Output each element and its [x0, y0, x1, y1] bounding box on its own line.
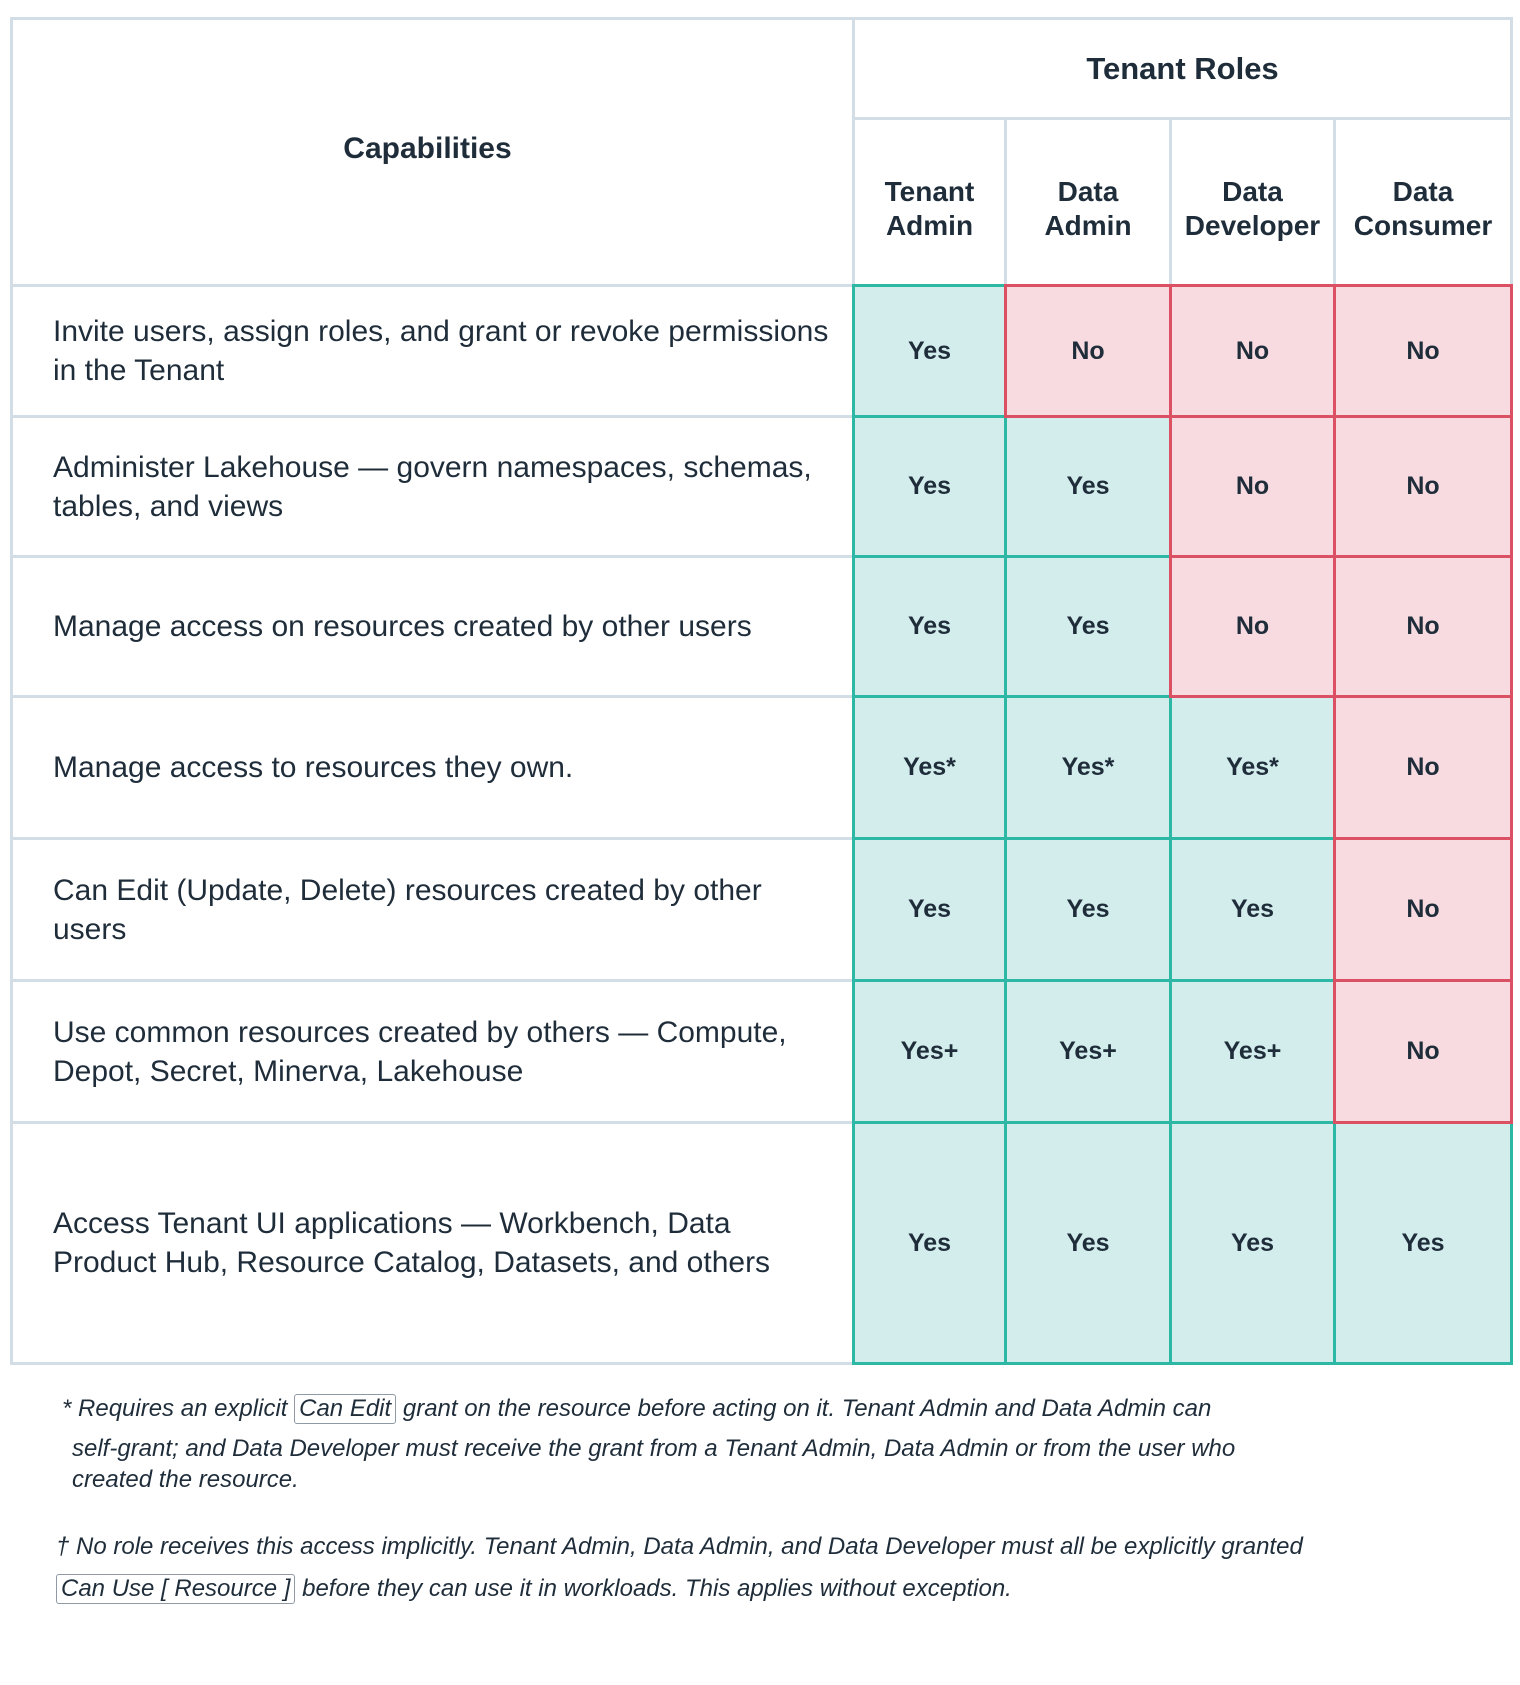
permission-cell [1333, 837, 1513, 982]
permission-cell [1333, 555, 1513, 698]
permission-value: Yes+ [900, 1037, 959, 1065]
permission-cell [852, 284, 1007, 418]
permission-cell [1004, 284, 1172, 418]
footnote-asterisk-line1 [62, 1392, 1235, 1426]
permission-cell [1333, 284, 1513, 418]
permission-value: No [1235, 612, 1270, 640]
permission-value: Yes [907, 336, 952, 365]
permission-value: No [1235, 336, 1270, 365]
footnote-asterisk-line2: self-grant; and Data Developer must receive the grant from a Tenant Admin, Data Admin or from the user who [72, 1435, 1236, 1462]
permission-value: Yes* [1061, 753, 1115, 781]
permission-value: Yes [907, 1228, 952, 1257]
footnote-text: * Requires an explicit [62, 1395, 288, 1422]
permission-cell [852, 555, 1007, 698]
permission-value: No [1406, 753, 1440, 781]
tenant-roles-header-label: Tenant Roles [1086, 50, 1279, 86]
permission-value: Yes [907, 895, 952, 923]
capability-text: Access Tenant UI applications — Workbench, Data Product Hub, Resource Catalog, Datasets, and others [53, 1207, 771, 1279]
permission-cell [1169, 284, 1336, 418]
permission-value: Yes [1066, 612, 1110, 640]
footnote-dagger [56, 1530, 1303, 1606]
permission-cell [1333, 979, 1513, 1124]
capability-row-label [10, 284, 855, 418]
role-header-tenant-admin [852, 117, 1007, 287]
permission-cell [852, 1121, 1007, 1365]
permission-value: Yes+ [1059, 1037, 1117, 1065]
capability-text: Manage access on resources created by other users [53, 610, 752, 643]
can-edit-chip: Can Edit [294, 1394, 396, 1424]
footnote-dagger-line1: † No role receives this access implicitly. Tenant Admin, Data Admin, and Data Developer must all be explicitly granted [56, 1533, 1303, 1560]
role-header-data-admin [1004, 117, 1172, 287]
permission-value: No [1235, 472, 1270, 500]
permission-cell [1333, 415, 1513, 558]
permission-cell [1169, 1121, 1336, 1365]
permission-cell [1004, 695, 1172, 840]
permission-value: Yes [1401, 1228, 1445, 1257]
capability-row-label [10, 979, 855, 1124]
permission-cell [1169, 555, 1336, 698]
permission-value: Yes* [1226, 753, 1279, 781]
permission-value: Yes [1066, 472, 1110, 500]
role-label: Data Admin [1044, 176, 1132, 241]
permission-value: No [1406, 895, 1440, 923]
role-header-data-developer [1169, 117, 1336, 287]
permission-cell [1004, 979, 1172, 1124]
can-use-resource-chip: Can Use [ Resource ] [56, 1574, 295, 1604]
permission-cell [1004, 837, 1172, 982]
role-label: Data Consumer [1353, 176, 1493, 241]
permission-value: Yes [1066, 1228, 1110, 1257]
permission-cell [1004, 415, 1172, 558]
capability-row-label [10, 837, 855, 982]
permission-value: Yes [907, 612, 952, 640]
capability-row-label [10, 1121, 855, 1365]
capability-text: Administer Lakehouse — govern namespaces, schemas, tables, and views [53, 450, 812, 523]
permission-value: No [1406, 1037, 1440, 1065]
capability-row-label [10, 695, 855, 840]
footnote-asterisk [62, 1392, 1235, 1494]
role-header-data-consumer [1333, 117, 1513, 287]
permission-value: No [1406, 612, 1440, 640]
permission-value: Yes [1066, 895, 1110, 923]
permission-value: No [1406, 472, 1440, 500]
permission-cell [1333, 1121, 1513, 1365]
capability-text: Can Edit (Update, Delete) resources created by other users [53, 873, 762, 946]
permission-cell [1169, 695, 1336, 840]
capabilities-header-label: Capabilities [343, 132, 512, 165]
capability-text: Use common resources created by others — Compute, Depot, Secret, Minerva, Lakehouse [53, 1015, 787, 1088]
permission-cell [1169, 837, 1336, 982]
permission-value: No [1071, 336, 1105, 365]
footnote-text: before they can use it in workloads. This applies without exception. [302, 1575, 1012, 1602]
role-label: Data Developer [1184, 176, 1321, 241]
permission-cell [852, 837, 1007, 982]
permission-value: No [1406, 336, 1440, 365]
tenant-roles-header [852, 17, 1513, 120]
permission-value: Yes+ [1223, 1037, 1282, 1065]
role-label: Tenant Admin [884, 176, 975, 241]
permission-cell [1169, 979, 1336, 1124]
footnote-text: grant on the resource before acting on it. Tenant Admin and Data Admin can [402, 1395, 1212, 1422]
permission-cell [1169, 415, 1336, 558]
footnote-asterisk-line3: created the resource. [72, 1466, 299, 1493]
permission-cell [852, 979, 1007, 1124]
permission-value: Yes [907, 472, 952, 500]
permission-cell [1004, 555, 1172, 698]
permission-value: Yes [1230, 1228, 1275, 1257]
capability-text: Manage access to resources they own. [53, 751, 574, 784]
permission-value: Yes [1230, 895, 1275, 923]
permission-cell [1004, 1121, 1172, 1365]
permission-cell [852, 695, 1007, 840]
permission-cell [852, 415, 1007, 558]
capability-row-label [10, 415, 855, 558]
permissions-table [10, 17, 1513, 1362]
permission-cell [1333, 695, 1513, 840]
permission-value: Yes* [903, 753, 956, 781]
capability-row-label [10, 555, 855, 698]
capability-text: Invite users, assign roles, and grant or revoke permissions in the Tenant [53, 315, 829, 387]
capabilities-header [10, 17, 855, 287]
